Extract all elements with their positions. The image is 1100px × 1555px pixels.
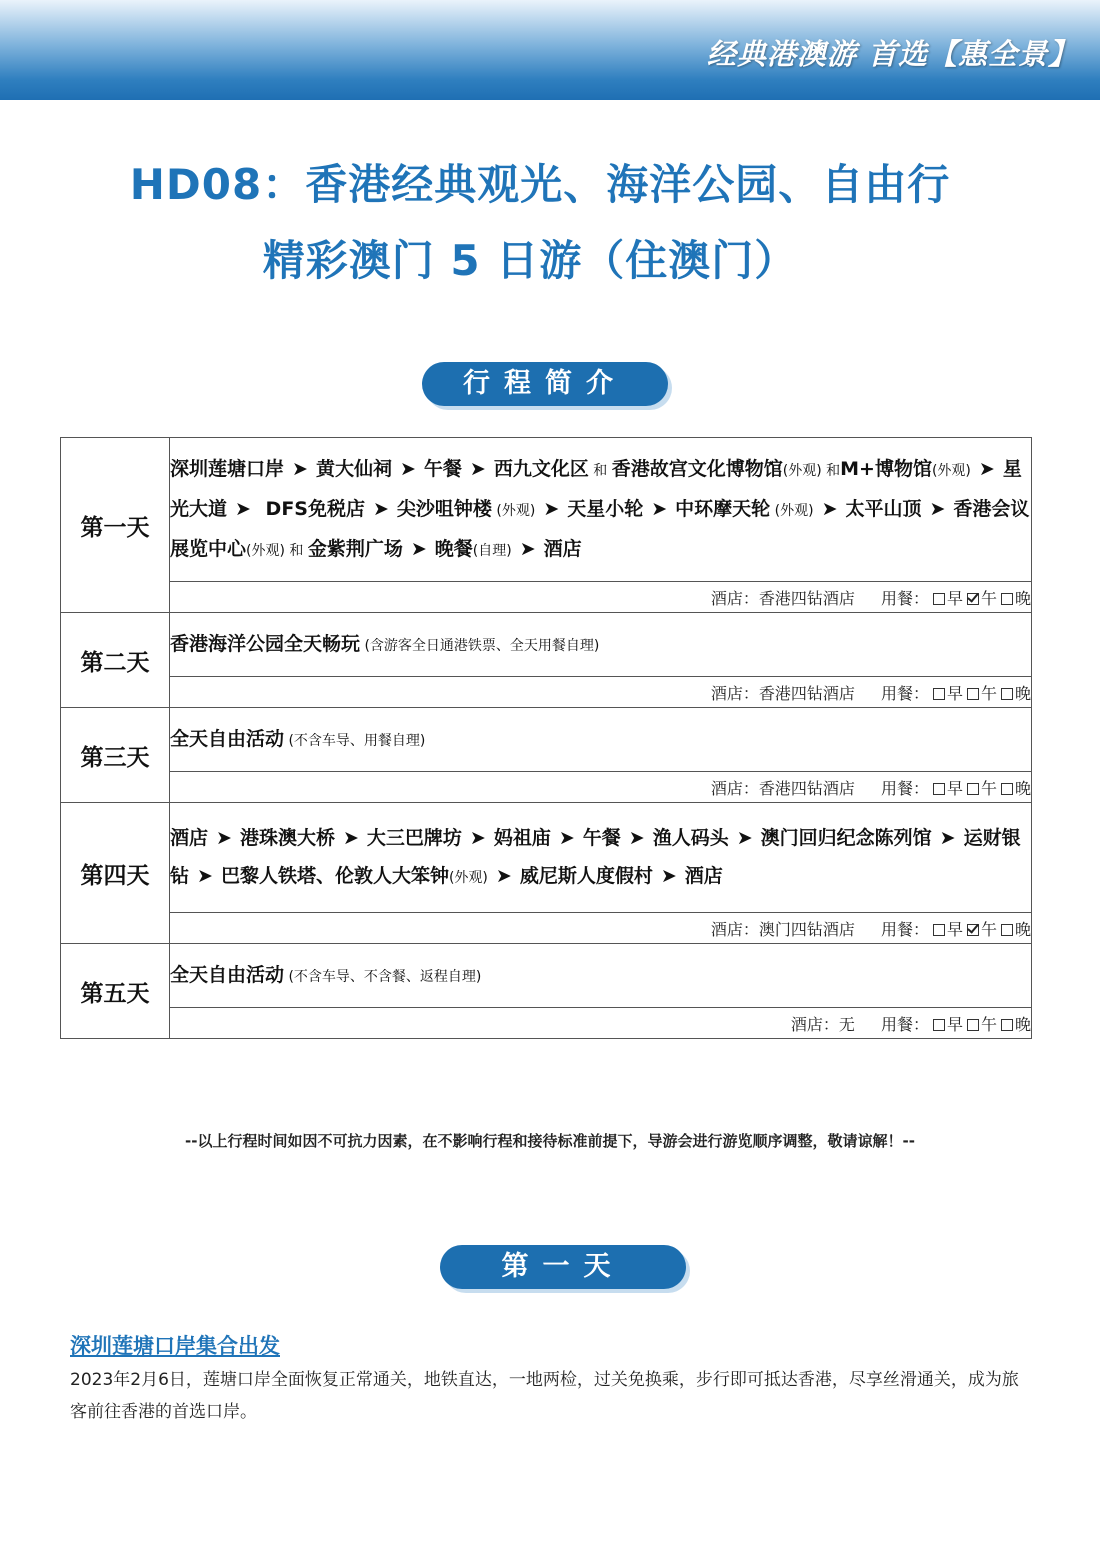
route-note: (不含车导、不含餐、返程自理)	[284, 968, 482, 985]
breakfast-label: 早	[946, 683, 963, 703]
route-stop: 港珠澳大桥	[239, 826, 335, 849]
day-row	[61, 803, 1032, 913]
dinner-label: 晚	[1014, 778, 1031, 798]
day-info	[170, 913, 1032, 944]
lunch-label: 午	[980, 683, 997, 703]
arrow-icon: ➤	[495, 864, 512, 887]
breakfast-label: 早	[946, 919, 963, 939]
hotel-label: 酒店：	[710, 588, 759, 608]
route-stop: 酒店	[543, 537, 582, 560]
route-note: (自理)	[472, 542, 512, 559]
day-route	[170, 944, 1032, 1008]
route-stop: 全天自由活动	[170, 727, 285, 750]
route-stop: DFS免税店	[258, 497, 365, 520]
route-stop: 巴黎人铁塔、伦敦人大笨钟	[220, 864, 449, 887]
lunch-checkbox-icon	[967, 1019, 979, 1031]
page-title-line-2: 精彩澳门 5 日游（住澳门）	[262, 236, 798, 285]
route-stop: M+博物馆	[840, 457, 932, 480]
breakfast-checkbox-icon	[933, 688, 945, 700]
dinner-checkbox-icon	[1001, 688, 1013, 700]
breakfast-label: 早	[946, 778, 963, 798]
day-route	[170, 438, 1032, 582]
lunch-label: 午	[980, 919, 997, 939]
dinner-label: 晚	[1014, 683, 1031, 703]
day-label: 第一天	[61, 438, 170, 613]
day-route	[170, 613, 1032, 677]
route-stop: 晚餐	[434, 537, 473, 560]
arrow-icon: ➤	[197, 864, 213, 887]
hotel-value: 香港四钻酒店	[758, 588, 855, 608]
arrow-icon: ➤	[978, 457, 995, 480]
day-info	[170, 677, 1032, 708]
day-row	[61, 708, 1032, 772]
route-stop: 威尼斯人度假村	[519, 864, 653, 887]
breakfast-checkbox-icon	[933, 593, 945, 605]
route-stop: 全天自由活动	[170, 963, 285, 986]
route-stop: 太平山顶	[845, 497, 922, 520]
route-stop: 香港海洋公园全天畅玩	[170, 632, 361, 655]
arrow-icon: ➤	[736, 826, 753, 849]
hotel-label: 酒店：	[790, 1014, 839, 1034]
hotel-value: 无	[838, 1014, 855, 1034]
arrow-icon: ➤	[469, 826, 486, 849]
route-stop: 黄大仙祠	[315, 457, 392, 480]
arrow-icon: ➤	[235, 497, 251, 520]
day-row	[61, 613, 1032, 677]
route-note: (外观) 和	[246, 542, 308, 559]
arrow-icon: ➤	[660, 864, 677, 887]
meal-label: 用餐：	[880, 919, 929, 939]
day-one-subtitle: 深圳莲塘口岸集合出发	[70, 1334, 280, 1358]
route-stop: 大三巴牌坊	[366, 826, 462, 849]
overview-heading: 行程简介	[422, 362, 668, 406]
route-note: (外观)	[448, 869, 488, 886]
hotel-label: 酒店：	[710, 778, 759, 798]
schedule-notice: --以上行程时间如因不可抗力因素，在不影响行程和接待标准前提下，导游会进行游览顺序调整，敬请谅解！--	[185, 1132, 915, 1150]
day-label: 第五天	[61, 944, 170, 1039]
lunch-checkbox-icon	[967, 688, 979, 700]
lunch-checkbox-icon	[967, 783, 979, 795]
route-stop: 天星小轮	[567, 497, 644, 520]
day-info	[170, 772, 1032, 803]
day-one-heading: 第一天	[440, 1245, 686, 1289]
itinerary-table	[60, 437, 1032, 1039]
arrow-icon: ➤	[469, 457, 486, 480]
route-note: (外观)	[770, 502, 814, 519]
route-stop: 尖沙咀钟楼	[396, 497, 492, 520]
lunch-checkbox-icon	[967, 924, 979, 936]
arrow-icon: ➤	[929, 497, 946, 520]
hotel-value: 香港四钻酒店	[758, 683, 855, 703]
day-one-paragraph: 2023年2月6日，莲塘口岸全面恢复正常通关，地铁直达，一地两检，过关免换乘，步行即可抵达香港，尽享丝滑通关，成为旅客前往香港的首选口岸。	[70, 1370, 1019, 1422]
lunch-checkbox-icon	[967, 593, 979, 605]
day-route	[170, 803, 1032, 913]
route-stop: 澳门回归纪念陈列馆	[760, 826, 932, 849]
dinner-label: 晚	[1014, 588, 1031, 608]
arrow-icon: ➤	[821, 497, 838, 520]
hotel-label: 酒店：	[710, 919, 759, 939]
route-stop: 香港故宫文化博物馆	[611, 457, 783, 480]
day-label: 第四天	[61, 803, 170, 944]
route-stop: 运财银钻	[170, 826, 1021, 887]
dinner-checkbox-icon	[1001, 924, 1013, 936]
lunch-label: 午	[980, 1014, 997, 1034]
route-note: (外观)	[931, 462, 971, 479]
dinner-label: 晚	[1014, 919, 1031, 939]
dinner-checkbox-icon	[1001, 1019, 1013, 1031]
brand-slogan: 经典港澳游 首选【惠全景】	[706, 37, 1078, 71]
route-stop: 香港会议展览中心	[170, 497, 1030, 560]
arrow-icon: ➤	[519, 537, 536, 560]
route-note: (不含车导、用餐自理)	[284, 732, 426, 749]
arrow-icon: ➤	[399, 457, 416, 480]
route-stop: 午餐	[423, 457, 462, 480]
lunch-label: 午	[980, 778, 997, 798]
route-stop: 深圳莲塘口岸	[170, 457, 285, 480]
arrow-icon: ➤	[651, 497, 668, 520]
breakfast-checkbox-icon	[933, 924, 945, 936]
lunch-label: 午	[980, 588, 997, 608]
meal-label: 用餐：	[880, 588, 929, 608]
arrow-icon: ➤	[543, 497, 560, 520]
route-stop: 金紫荆广场	[307, 537, 403, 560]
route-stop: 酒店	[684, 864, 723, 887]
dinner-checkbox-icon	[1001, 783, 1013, 795]
day-label: 第三天	[61, 708, 170, 803]
arrow-icon: ➤	[292, 457, 308, 480]
route-stop: 渔人码头	[652, 826, 729, 849]
dinner-checkbox-icon	[1001, 593, 1013, 605]
breakfast-label: 早	[946, 588, 963, 608]
arrow-icon: ➤	[342, 826, 359, 849]
hotel-value: 香港四钻酒店	[758, 778, 855, 798]
day-info	[170, 582, 1032, 613]
arrow-icon: ➤	[628, 826, 645, 849]
arrow-icon: ➤	[939, 826, 956, 849]
day-info	[170, 1008, 1032, 1039]
day-route	[170, 708, 1032, 772]
meal-label: 用餐：	[880, 1014, 929, 1034]
day-label: 第二天	[61, 613, 170, 708]
breakfast-checkbox-icon	[933, 1019, 945, 1031]
route-stop: 西九文化区	[493, 457, 589, 480]
day-row	[61, 944, 1032, 1008]
day-row	[61, 438, 1032, 582]
arrow-icon: ➤	[558, 826, 575, 849]
route-note: (含游客全日通港铁票、全天用餐自理)	[360, 637, 600, 654]
dinner-label: 晚	[1014, 1014, 1031, 1034]
arrow-icon: ➤	[216, 826, 232, 849]
route-note: (外观)	[491, 502, 536, 519]
route-note: 和	[588, 462, 612, 479]
route-stop: 酒店	[170, 826, 209, 849]
route-note: (外观) 和	[782, 462, 841, 479]
page-title-line-1: HD08：香港经典观光、海洋公园、自由行	[129, 160, 951, 209]
meal-label: 用餐：	[880, 683, 929, 703]
route-stop: 中环摩天轮	[675, 497, 771, 520]
breakfast-checkbox-icon	[933, 783, 945, 795]
breakfast-label: 早	[946, 1014, 963, 1034]
route-stop: 午餐	[582, 826, 621, 849]
hotel-value: 澳门四钻酒店	[758, 919, 855, 939]
meal-label: 用餐：	[880, 778, 929, 798]
hotel-label: 酒店：	[710, 683, 759, 703]
route-stop: 星光大道	[170, 457, 1022, 520]
arrow-icon: ➤	[373, 497, 389, 520]
arrow-icon: ➤	[410, 537, 427, 560]
route-stop: 妈祖庙	[493, 826, 551, 849]
